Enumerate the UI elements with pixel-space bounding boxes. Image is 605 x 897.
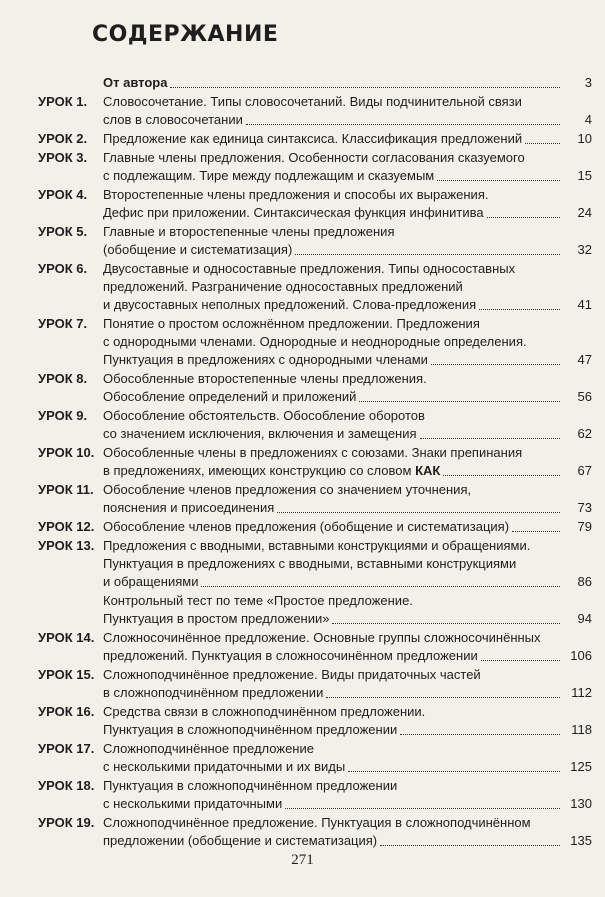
entry-title-line: и двусоставных неполных предложений. Слова-предложения [103, 297, 477, 312]
dot-leader [380, 845, 560, 846]
lesson-label: УРОК 1. [38, 94, 88, 109]
entry-title [103, 444, 562, 480]
page-ref: 32 [577, 242, 592, 257]
page-ref: 15 [577, 168, 592, 183]
dot-leader [277, 512, 560, 513]
entry-title [103, 370, 562, 406]
toc-entry [38, 592, 596, 628]
lesson-label: УРОК 17. [38, 741, 95, 756]
entry-title [103, 703, 562, 739]
entry-title-line: Словосочетание. Типы словосочетаний. Виды подчинительной связи [103, 94, 522, 109]
lesson-label: УРОК 15. [38, 667, 95, 682]
page-ref: 3 [584, 75, 592, 90]
toc-entry [38, 130, 596, 148]
bleed-through-text [340, 24, 580, 66]
entry-title-line: Обособленные второстепенные члены предложения. [103, 371, 427, 386]
entry-title [103, 93, 562, 129]
lesson-label: УРОК 4. [38, 187, 88, 202]
toc-entry [38, 74, 596, 92]
entry-title [103, 149, 562, 185]
page-ref: 4 [584, 112, 592, 127]
dot-leader [512, 531, 560, 532]
dot-leader [443, 475, 560, 476]
entry-title-line: с несколькими придаточными [103, 796, 283, 811]
toc-entry [38, 260, 596, 314]
entry-title-line: (обобщение и систематизация) [103, 242, 293, 257]
page-ref: 130 [570, 796, 592, 811]
page-ref: 86 [577, 574, 592, 589]
entry-title-line: Контрольный тест по теме «Простое предложение. [103, 593, 413, 608]
entry-title-line: Обособленные члены в предложениях с союзами. Знаки препинания [103, 445, 523, 460]
lesson-label: УРОК 14. [38, 630, 95, 645]
entry-title-line: Сложносочинённое предложение. Основные группы сложносочинённых [103, 630, 541, 645]
entry-title-line: предложений. Разграничение односоставных предложений [103, 279, 463, 294]
entry-title [103, 186, 562, 222]
entry-title [103, 537, 562, 591]
dot-leader [479, 309, 560, 310]
entry-title-line: Понятие о простом осложнённом предложении. Предложения [103, 316, 480, 331]
entry-title-line: Предложение как единица синтаксиса. Классификация предложений [103, 131, 523, 146]
entry-title-line: со значением исключения, включения и замещения [103, 426, 417, 441]
lesson-label: УРОК 8. [38, 371, 88, 386]
toc-entry [38, 703, 596, 739]
dot-leader [295, 254, 560, 255]
lesson-label: УРОК 13. [38, 538, 95, 553]
lesson-label: УРОК 6. [38, 261, 88, 276]
dot-leader [246, 124, 560, 125]
lesson-label: УРОК 7. [38, 316, 88, 331]
entry-title-line: в предложениях, имеющих конструкцию со словом [103, 463, 412, 478]
dot-leader [525, 143, 560, 144]
lesson-label: УРОК 3. [38, 150, 88, 165]
page-ref: 125 [570, 759, 592, 774]
entry-title-line: Сложноподчинённое предложение. Виды придаточных частей [103, 667, 481, 682]
lesson-label: УРОК 19. [38, 815, 95, 830]
page-ref: 24 [577, 205, 592, 220]
dot-leader [332, 623, 560, 624]
dot-leader [487, 217, 560, 218]
entry-title [103, 777, 562, 813]
entry-title-line: Сложноподчинённое предложение. Пунктуация в сложноподчинённом [103, 815, 531, 830]
entry-title-line: слов в словосочетании [103, 112, 243, 127]
entry-title-line: Средства связи в сложноподчинённом предложении. [103, 704, 426, 719]
table-of-contents [38, 74, 596, 851]
entry-title [103, 666, 562, 702]
dot-leader [359, 401, 560, 402]
page-ref: 118 [571, 722, 592, 737]
toc-entry [38, 444, 596, 480]
page-ref: 47 [577, 352, 592, 367]
page-ref: 41 [577, 297, 592, 312]
entry-title-line: Пунктуация в сложноподчинённом предложении [103, 778, 398, 793]
toc-entry [38, 370, 596, 406]
lesson-label: УРОК 12. [38, 519, 95, 534]
page-title: СОДЕРЖАНИЕ [92, 22, 279, 47]
entry-title-line: Обособление определений и приложений [103, 389, 357, 404]
page-ref: 112 [571, 685, 592, 700]
dot-leader [201, 586, 560, 587]
entry-title-line: предложении (обобщение и систематизация) [103, 833, 378, 848]
dot-leader [348, 771, 560, 772]
toc-entry [38, 518, 596, 536]
entry-title [103, 130, 562, 148]
toc-entry [38, 629, 596, 665]
toc-entry [38, 777, 596, 813]
entry-title [103, 74, 562, 92]
entry-title-line: Двусоставные и односоставные предложения. Типы односоставных [103, 261, 516, 276]
dot-leader [170, 87, 560, 88]
lesson-label: УРОК 10. [38, 445, 95, 460]
entry-title [103, 629, 562, 665]
entry-title-line: Обособление членов предложения (обобщение и систематизация) [103, 519, 510, 534]
entry-title-line: и обращениями [103, 574, 199, 589]
entry-title-line: Сложноподчинённое предложение [103, 741, 314, 756]
toc-entry [38, 537, 596, 591]
entry-title [103, 481, 562, 517]
toc-entry [38, 186, 596, 222]
dot-leader [420, 438, 560, 439]
entry-title-line: От автора [103, 75, 168, 90]
entry-title-line: с подлежащим. Тире между подлежащим и сказуемым [103, 168, 435, 183]
entry-title-line: Обособление членов предложения со значением уточнения, [103, 482, 472, 497]
dot-leader [326, 697, 560, 698]
toc-entry [38, 481, 596, 517]
dot-leader [431, 364, 560, 365]
entry-title [103, 315, 562, 369]
page-ref: 56 [577, 389, 592, 404]
entry-title-line: Пунктуация в сложноподчинённом предложении [103, 722, 398, 737]
page-ref: 73 [577, 500, 592, 515]
entry-title [103, 518, 562, 536]
entry-title-line: Главные и второстепенные члены предложения [103, 224, 395, 239]
entry-title-line: предложений. Пунктуация в сложносочинённом предложении [103, 648, 478, 663]
entry-title [103, 740, 562, 776]
keyword: КАК [415, 463, 441, 478]
entry-title-line: Пунктуация в предложениях с однородными членами [103, 352, 428, 367]
entry-title [103, 407, 562, 443]
entry-title-line: Главные члены предложения. Особенности согласования сказуемого [103, 150, 525, 165]
dot-leader [437, 180, 560, 181]
page-ref: 94 [577, 611, 592, 626]
toc-entry [38, 814, 596, 850]
entry-title-line: Пунктуация в предложениях с вводными, вставными конструкциями [103, 556, 517, 571]
page-ref: 79 [577, 519, 592, 534]
page-ref: 10 [577, 131, 592, 146]
dot-leader [285, 808, 560, 809]
page-ref: 67 [577, 463, 592, 478]
lesson-label: УРОК 2. [38, 131, 88, 146]
entry-title-line: Второстепенные члены предложения и способы их выражения. [103, 187, 489, 202]
entry-title [103, 223, 562, 259]
page-ref: 135 [570, 833, 592, 848]
lesson-label: УРОК 11. [38, 482, 94, 497]
entry-title-line: Пунктуация в простом предложении» [103, 611, 330, 626]
dot-leader [481, 660, 560, 661]
entry-title-line: Предложения с вводными, вставными конструкциями и обращениями. [103, 538, 531, 553]
lesson-label: УРОК 16. [38, 704, 95, 719]
entry-title-line: с однородными членами. Однородные и неоднородные определения. [103, 334, 527, 349]
toc-entry [38, 407, 596, 443]
entry-title [103, 592, 562, 628]
toc-entry [38, 666, 596, 702]
lesson-label: УРОК 18. [38, 778, 95, 793]
page-ref: 62 [577, 426, 592, 441]
dot-leader [400, 734, 560, 735]
toc-entry [38, 93, 596, 129]
page-ref: 106 [570, 648, 592, 663]
entry-title-line: с несколькими придаточными и их виды [103, 759, 346, 774]
lesson-label: УРОК 9. [38, 408, 88, 423]
entry-title-line: пояснения и присоединения [103, 500, 275, 515]
toc-entry [38, 740, 596, 776]
entry-title [103, 814, 562, 850]
entry-title-line: Обособление обстоятельств. Обособление оборотов [103, 408, 425, 423]
toc-entry [38, 315, 596, 369]
entry-title [103, 260, 562, 314]
lesson-label: УРОК 5. [38, 224, 88, 239]
page-number: 271 [291, 852, 314, 868]
toc-entry [38, 149, 596, 185]
toc-entry [38, 223, 596, 259]
entry-title-line: в сложноподчинённом предложении [103, 685, 324, 700]
entry-title-line: Дефис при приложении. Синтаксическая функция инфинитива [103, 205, 484, 220]
